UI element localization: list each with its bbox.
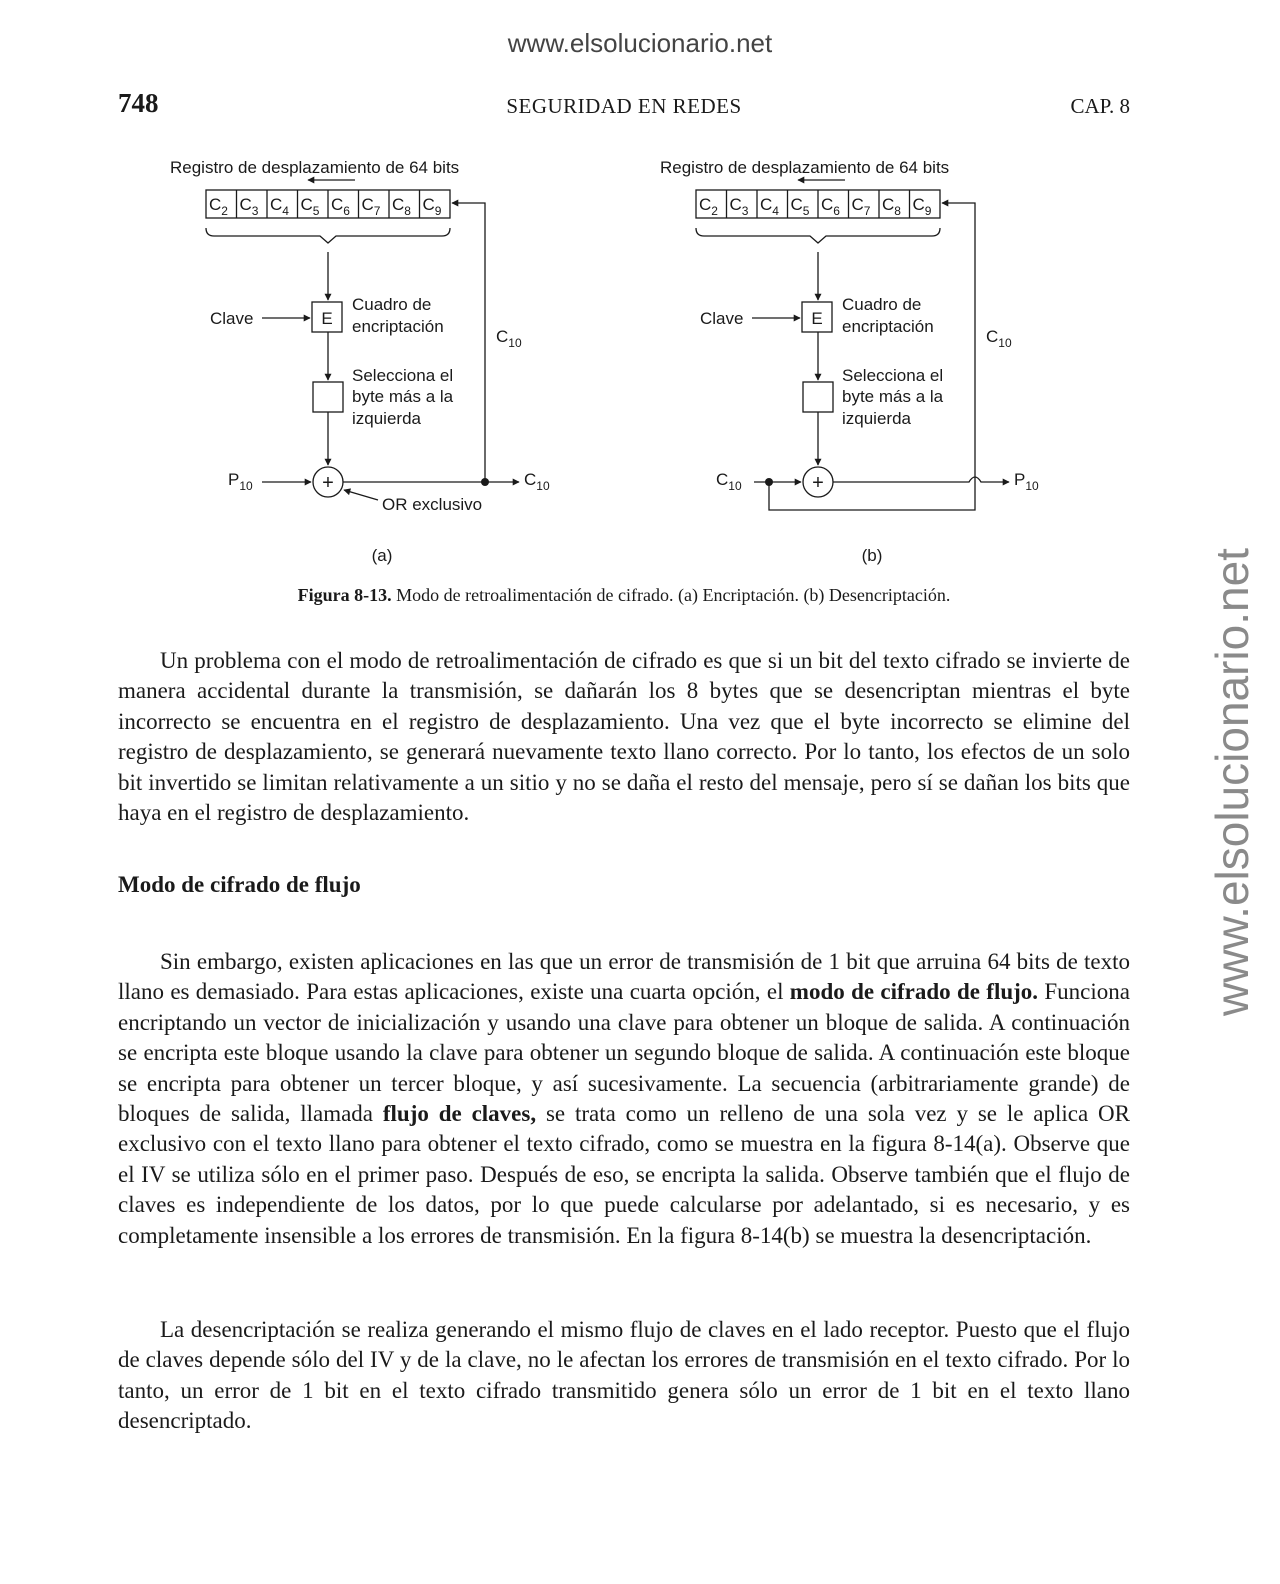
term-stream-cipher-mode: modo de cifrado de flujo.: [789, 979, 1039, 1005]
register-cell-letter: C: [422, 195, 435, 214]
register-cell: [791, 195, 810, 218]
register-cell: [301, 195, 320, 218]
figure-caption-label: Figura 8-13.: [297, 585, 392, 605]
section-heading: Modo de cifrado de flujo: [118, 872, 361, 897]
running-head: [118, 88, 1130, 128]
register-cell-letter: C: [790, 195, 803, 214]
register-cell: [270, 195, 289, 218]
feedback-label-subscript: 10: [508, 336, 522, 350]
encrypt-box-label: E: [811, 309, 823, 328]
xor-label: OR exclusivo: [382, 495, 483, 514]
paragraph-cfb-error-text: Un problema con el modo de retroalimentación de cifrado es que si un bit del texto cifrado se invierte de manera accidental durante la transmisión, se dañarán los 8 bytes que se desencriptan mientras el byte incorrecto se encuentra en el registro de desplazamiento. Una vez que el byte incorrecto se elimine del registro de desplazamiento, se generará nuevamente texto llano correcto. Por lo tanto, los efectos de un solo bit invertido se limitan relativamente a un sitio y no se daña el resto del mensaje, pero sí se dañan los bits que haya en el registro de desplazamiento.: [118, 648, 1130, 826]
figure-8-13: [150, 145, 1130, 575]
select-caption-line1: Selecciona el: [352, 366, 454, 385]
feedback-label-letter: C: [986, 327, 999, 346]
register-cell: [760, 195, 779, 218]
register-cell-letter: C: [912, 195, 925, 214]
register-brace: [206, 228, 450, 243]
register-cell-subscript: 7: [863, 204, 871, 218]
register-label: Registro de desplazamiento de 64 bits: [170, 158, 460, 177]
register-cell-letter: C: [392, 195, 405, 214]
select-caption-line3: izquierda: [842, 409, 911, 428]
register-cell-subscript: 3: [251, 204, 259, 218]
encrypt-box-label: E: [321, 309, 333, 328]
xor-label-pointer: [344, 490, 378, 500]
key-label: Clave: [700, 309, 744, 328]
register-cell: [240, 195, 259, 218]
xor-symbol: +: [322, 472, 334, 494]
register-cell: [362, 195, 381, 218]
select-caption-line2: byte más a la: [352, 387, 454, 406]
plaintext-input-letter: P: [228, 470, 240, 489]
feedback-label: [496, 327, 522, 350]
panel-a: [170, 158, 550, 565]
encrypt-box-caption-line1: Cuadro de: [842, 295, 922, 314]
feedback-label-subscript: 10: [998, 336, 1012, 350]
ciphertext-output: [524, 470, 550, 493]
feedback-label-letter: C: [496, 327, 509, 346]
key-label: Clave: [210, 309, 254, 328]
register-cell: [913, 195, 932, 218]
register-cell: [331, 195, 350, 218]
register-cell-subscript: 7: [373, 204, 381, 218]
register-cell-subscript: 9: [434, 204, 442, 218]
panel-b: [660, 158, 1039, 565]
register-cell-subscript: 3: [741, 204, 749, 218]
ciphertext-input-subscript: 10: [728, 479, 742, 493]
plaintext-output-letter: P: [1014, 470, 1026, 489]
plaintext-output: [1014, 470, 1039, 493]
register-cell: [423, 195, 442, 218]
register-cell-letter: C: [729, 195, 742, 214]
panel-tag: (b): [861, 546, 883, 565]
panel-tag: (a): [371, 546, 393, 565]
register-cell: [392, 195, 411, 218]
register-cell-subscript: 9: [924, 204, 932, 218]
register-cell-subscript: 8: [404, 204, 411, 218]
select-byte-box: [803, 382, 833, 412]
register-cell-letter: C: [270, 195, 283, 214]
register-label: Registro de desplazamiento de 64 bits: [660, 158, 950, 177]
chapter-title: SEGURIDAD EN REDES: [506, 94, 742, 118]
paragraph-stream-part3: se trata como un relleno de una sola vez y se le aplica OR exclusivo con el texto llano para obtener el texto cifrado, como se muestra en la figura 8-14(a). Observe que el IV se utiliza sólo en el primer paso. Después de eso, se encripta la salida. Observe también que el flujo de claves es independiente de los datos, por lo que puede calcularse por adelantado, si es necesario, y es completamente insensible a los errores de transmisión. En la figura 8-14(b) se muestra la desencriptación.: [118, 1101, 1131, 1248]
paragraph-cfb-error: [118, 646, 1130, 828]
feedback-line: [769, 203, 975, 510]
ciphertext-input-letter: C: [716, 470, 729, 489]
register-cell-letter: C: [882, 195, 895, 214]
select-caption-line3: izquierda: [352, 409, 421, 428]
ciphertext-output-letter: C: [524, 470, 537, 489]
register-cell: [699, 195, 718, 218]
select-caption-line2: byte más a la: [842, 387, 944, 406]
encrypt-box-caption-line1: Cuadro de: [352, 295, 432, 314]
register-cell: [882, 195, 901, 218]
register-cell-letter: C: [699, 195, 712, 214]
figure-caption-text: Modo de retroalimentación de cifrado. (a) Encriptación. (b) Desencriptación.: [396, 585, 951, 605]
select-caption-line1: Selecciona el: [842, 366, 944, 385]
register-cell-letter: C: [851, 195, 864, 214]
register-cell-subscript: 5: [312, 204, 320, 218]
register-cell-subscript: 4: [772, 204, 779, 218]
register-cell-subscript: 6: [343, 204, 350, 218]
register-cell-subscript: 6: [833, 204, 840, 218]
page-number: 748: [118, 88, 159, 118]
register-cell-subscript: 4: [282, 204, 289, 218]
plaintext-input-subscript: 10: [239, 479, 253, 493]
feedback-line: [452, 203, 485, 482]
register-cell: [852, 195, 871, 218]
register-cell-letter: C: [239, 195, 252, 214]
paragraph-stream-part1: Sin embargo, existen aplicaciones en las que un error de transmisión de 1 bit que arruina 64 bits de texto llano es demasiado. Para estas aplicaciones, existe una cuarta opción, el: [118, 949, 1130, 1005]
plaintext-output-subscript: 10: [1025, 479, 1039, 493]
term-keystream: flujo de claves,: [382, 1101, 537, 1127]
watermark-side-text: www.elsolucionario.net: [1206, 548, 1258, 1016]
ciphertext-input: [716, 470, 742, 493]
encrypt-box-caption-line2: encriptación: [352, 317, 444, 336]
register-cell-letter: C: [361, 195, 374, 214]
paragraph-stream-mode: [118, 947, 1130, 1251]
register-cell-subscript: 2: [221, 204, 228, 218]
register-cell-letter: C: [209, 195, 222, 214]
register-cell: [209, 195, 228, 218]
register-cell-letter: C: [331, 195, 344, 214]
chapter-ref: CAP. 8: [1070, 94, 1130, 118]
paragraph-decryption-text: La desencriptación se realiza generando el mismo flujo de claves en el lado receptor. Puesto que el flujo de claves depende sólo del IV y de la clave, no le afectan los errores de transmisión en el texto cifrado. Por lo tanto, un error de 1 bit en el texto cifrado transmitido genera sólo un error de 1 bit en el texto llano desencriptado.: [118, 1317, 1130, 1434]
register-cell: [730, 195, 749, 218]
register-cell-subscript: 5: [802, 204, 810, 218]
output-arrow: [833, 477, 1009, 482]
register-cell-letter: C: [300, 195, 313, 214]
register-cell-letter: C: [760, 195, 773, 214]
paragraph-decryption: [118, 1315, 1130, 1437]
plaintext-input: [228, 470, 253, 493]
register-cell-subscript: 8: [894, 204, 901, 218]
encrypt-box-caption-line2: encriptación: [842, 317, 934, 336]
select-byte-box: [313, 382, 343, 412]
xor-symbol: +: [812, 472, 824, 494]
register-brace: [696, 228, 940, 243]
register-cell: [821, 195, 840, 218]
paragraph-stream-part2: Funciona encriptando un vector de inicialización y usando una clave para obtener un bloque de salida. A continuación se encripta este bloque usando la clave para obtener un segundo bloque de salida. A continuación este bloque se encripta para obtener un tercer bloque, y así sucesivamente. La secuencia (arbitrariamente grande) de bloques de salida, llamada: [118, 979, 1130, 1127]
feedback-label: [986, 327, 1012, 350]
register-cell-subscript: 2: [711, 204, 718, 218]
register-cell-letter: C: [821, 195, 834, 214]
figure-caption: [118, 585, 1130, 606]
watermark-top: www.elsolucionario.net: [507, 28, 773, 58]
ciphertext-output-subscript: 10: [536, 479, 550, 493]
